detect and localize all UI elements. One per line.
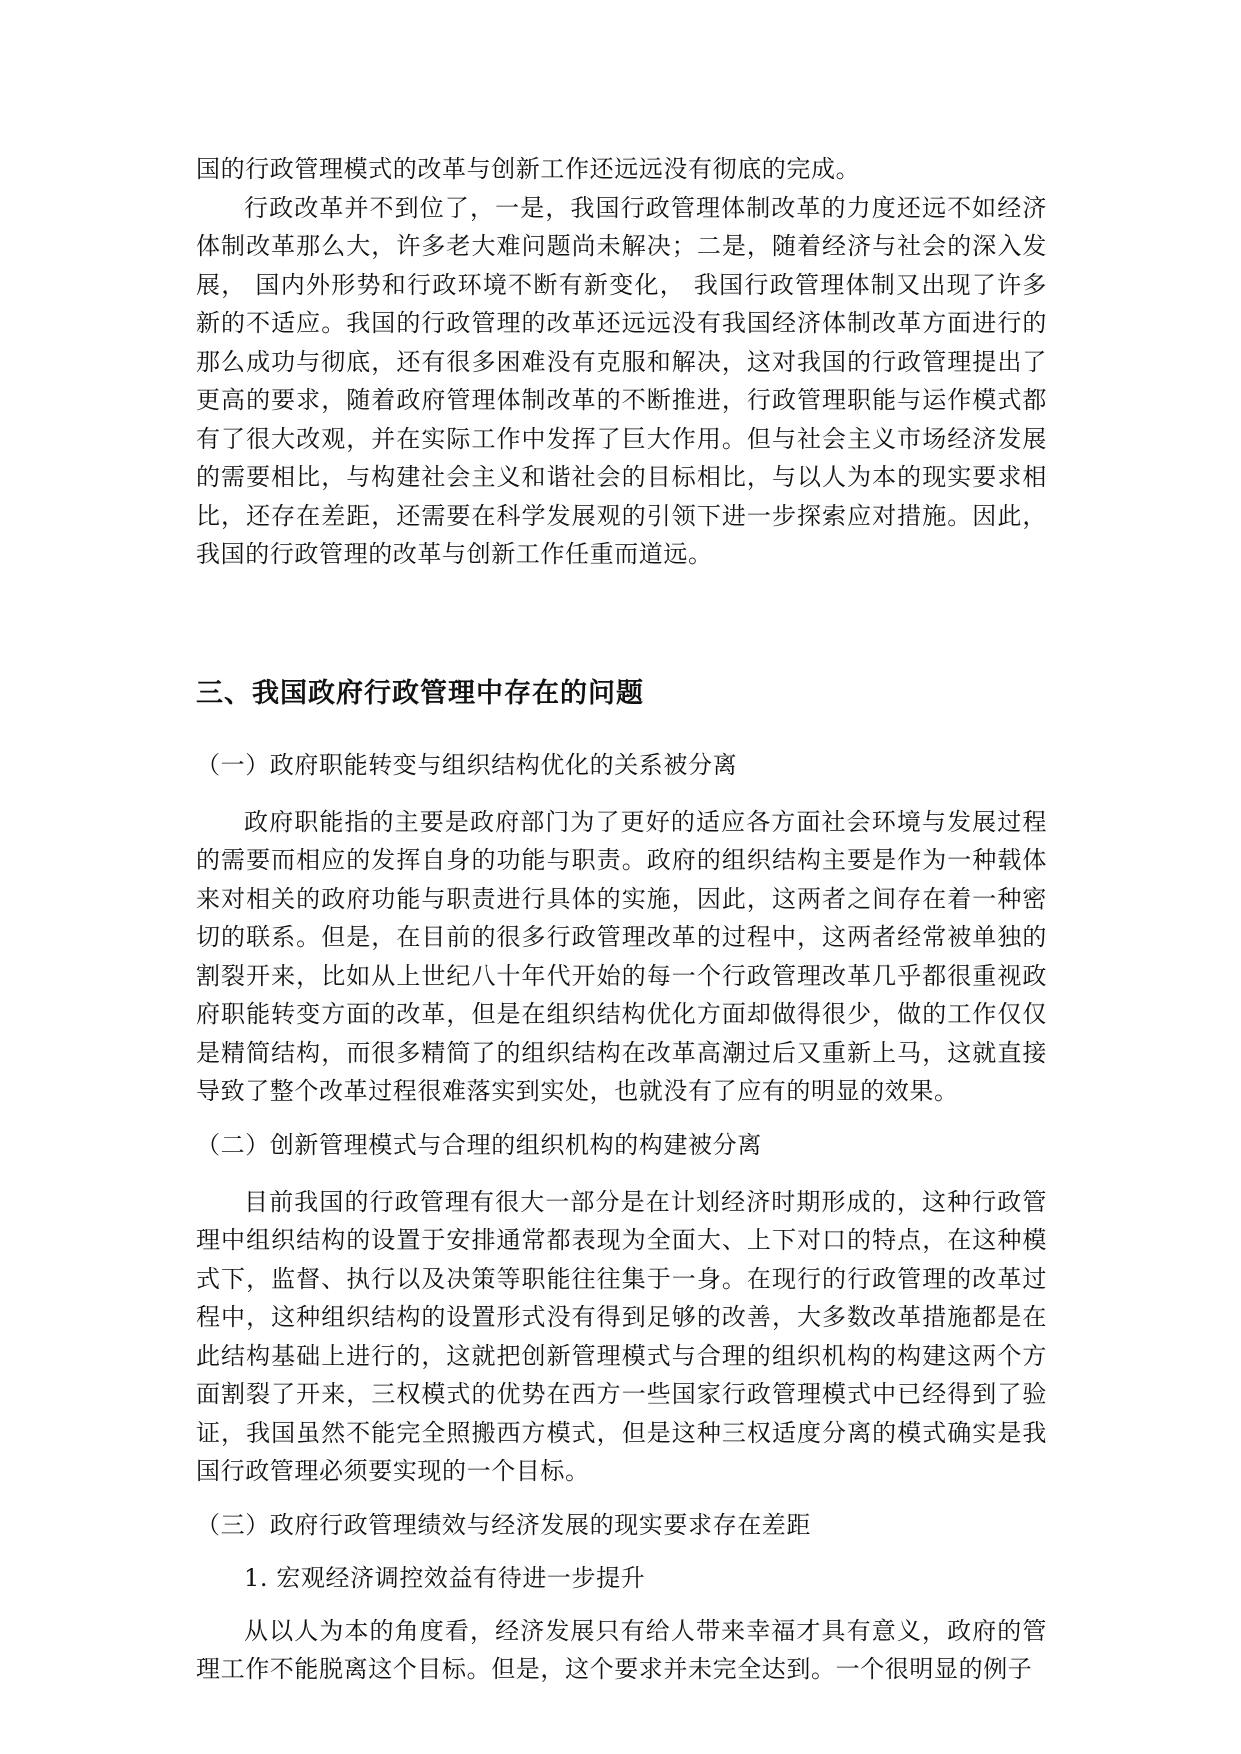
subsection-heading-3: （三）政府行政管理绩效与经济发展的现实要求存在差距 <box>196 1510 811 1539</box>
spacer <box>196 1597 1047 1612</box>
spacer <box>196 1164 1047 1183</box>
spacer <box>196 1544 1047 1559</box>
spacer <box>196 714 1047 746</box>
paragraph-subsection-3-1: 从以人为本的角度看，经济发展只有给人带来幸福才具有意义，政府的管理工作不能脱离这个目标。但是，这个要求并未完全达到。一个很明显的例子 <box>196 1616 1047 1683</box>
subsection-heading-1: （一）政府职能转变与组织结构优化的关系被分离 <box>196 750 738 779</box>
document-page <box>196 150 1047 1689</box>
spacer <box>196 1111 1047 1126</box>
paragraph-subsection-1: 政府职能指的主要是政府部门为了更好的适应各方面社会环境与发展过程的需要而相应的发挥自身的功能与职责。政府的组织结构主要是作为一种载体来对相关的政府功能与职责进行具体的实施，因此，这两者之间存在着一种密切的联系。但是，在目前的很多行政管理改革的过程中，这两者经常被单独的割裂开来，比如从上世纪八十年代开始的每一个行政管理改革几乎都很重视政府职能转变方面的改革，但是在组织结构优化方面却做得很少，做的工作仅仅是精简结构，而很多精简了的组织结构在改革高潮过后又重新上马，这就直接导致了整个改革过程很难落实到实处，也就没有了应有的明显的效果。 <box>196 807 1047 1105</box>
paragraph-subsection-2: 目前我国的行政管理有很大一部分是在计划经济时期形成的，这种行政管理中组织结构的设置于安排通常都表现为全面大、上下对口的特点，在这种模式下，监督、执行以及决策等职能往往集于一身。在现行的行政管理的改革过程中，这种组织结构的设置形式没有得到足够的改善，大多数改革措施都是在此结构基础上进行的，这就把创新管理模式与合理的组织机构的构建这两个方面割裂了开来，三权模式的优势在西方一些国家行政管理模式中已经得到了验证，我国虽然不能完全照搬西方模式，但是这种三权适度分离的模式确实是我国行政管理必须要实现的一个目标。 <box>196 1187 1047 1485</box>
paragraph-continuation: 国的行政管理模式的改革与创新工作还远远没有彻底的完成。 <box>196 155 861 183</box>
spacer <box>196 1491 1047 1506</box>
spacer <box>196 784 1047 803</box>
subsubsection-heading-3-1: 1. 宏观经济调控效益有待进一步提升 <box>244 1563 646 1592</box>
section-heading: 三、我国政府行政管理中存在的问题 <box>196 677 644 709</box>
subsection-heading-2: （二）创新管理模式与合理的组织机构的构建被分离 <box>196 1130 762 1159</box>
paragraph-reform-status: 行政改革并不到位了，一是，我国行政管理体制改革的力度还远不如经济体制改革那么大，许多老大难问题尚未解决；二是，随着经济与社会的深入发展， 国内外形势和行政环境不断有新变化， 我国行政管理体制又出现了许多新的不适应。我国的行政管理的改革还远远没有我国经济体制改革方面进行的那么成功与彻底，还有很多困难没有克服和解决，这对我国的行政管理提出了更高的要求，随着政府管理体制改革的不断推进，行政管理职能与运作模式都有了很大改观，并在实际工作中发挥了巨大作用。但与社会主义市场经济发展的需要相比，与构建社会主义和谐社会的目标相比，与以人为本的现实要求相比，还存在差距，还需要在科学发展观的引领下进一步探索应对措施。因此，我国的行政管理的改革与创新工作任重而道远。 <box>196 193 1047 568</box>
spacer <box>196 574 1047 674</box>
